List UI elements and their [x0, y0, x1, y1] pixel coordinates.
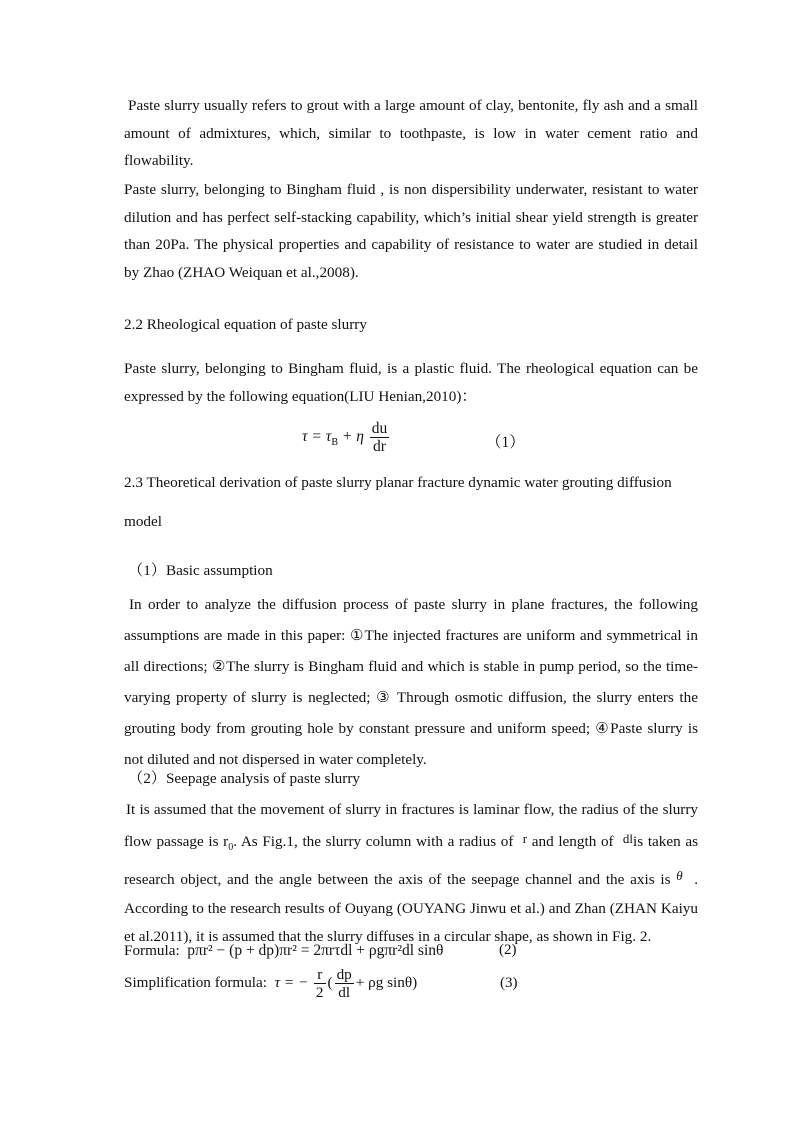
equation-2-number: (2)	[499, 942, 517, 958]
equation-3-fraction-dp-dl	[335, 966, 354, 1001]
equation-3-number: (3)	[500, 975, 518, 991]
symbol-dl: dl	[622, 830, 634, 846]
section-heading-2-2: 2.2 Rheological equation of paste slurry	[124, 316, 367, 333]
equation-2-label: Formula:	[124, 942, 180, 959]
equation-1	[302, 420, 391, 455]
paragraph-bingham-properties	[124, 176, 698, 286]
subheading-basic-assumption: （1）Basic assumption	[128, 562, 273, 579]
equation-1-fraction	[370, 420, 390, 455]
equation-3-label: Simplification formula:	[124, 973, 267, 991]
paragraph-text: Paste slurry, belonging to Bingham fluid , is non dispersibility underwater, resistant to water dilution and has perfect self-stacking capability, which’s initial shear yield strength is greater than 20Pa. The physical properties and capability of resistance to water are studied in detail by Zhao (ZHAO Weiquan et al.,2008).	[124, 181, 698, 281]
equation-3-numerator-r: r	[314, 966, 326, 984]
paragraph-text: . As Fig.1, the slurry column with a radius of	[233, 832, 514, 850]
symbol-theta: θ	[676, 868, 683, 884]
paragraph-text: is taken as research object, and the angle between the axis of the seepage channel and the axis is	[124, 832, 699, 889]
equation-1-numerator: du	[371, 420, 388, 437]
equation-2-body: pπr² − (p + dp)πr² = 2πrτdl + ρgπr²dl sinθ	[187, 942, 444, 959]
paragraph-text: and length of	[531, 832, 614, 850]
radius-subscript: 0	[228, 841, 234, 853]
paragraph-text: . According to the research results of Ouyang (OUYANG Jinwu et al.) and Zhan (ZHAN Kaiyu et al.2011), it is assumed that the slurry diffuses in a circular shape, as shown in Fig. 2.	[124, 871, 699, 946]
equation-1-denominator: dr	[373, 438, 386, 455]
equation-3-denominator-2: 2	[315, 984, 324, 1001]
equation-1-subscript: B	[331, 437, 338, 449]
equation-2	[124, 942, 443, 960]
equation-3-numerator-dp: dp	[336, 966, 352, 983]
section-heading-2-3-cont: model	[124, 513, 162, 530]
equation-3-tail: + ρg sinθ)	[355, 973, 418, 991]
paragraph-text: Paste slurry, belonging to Bingham fluid, is a plastic fluid. The rheological equation can be expressed by the following equation(LIU Henian,2010)：	[124, 360, 698, 405]
section-heading-2-3: 2.3 Theoretical derivation of paste slurry planar fracture dynamic water grouting diffusion	[124, 474, 672, 491]
paragraph-assumptions	[124, 589, 698, 775]
paragraph-rheological-intro	[124, 355, 698, 410]
equation-1-lhs: τ = τ	[302, 428, 332, 446]
equation-3-lhs: τ = −	[274, 973, 309, 991]
paragraph-seepage	[124, 796, 698, 952]
paragraph-text: Paste slurry usually refers to grout with a large amount of clay, bentonite, fly ash and a small amount of admixtures, which, similar to toothpaste, is low in water cement ratio and flowability.	[124, 97, 698, 169]
paragraph-paste-slurry-definition	[124, 92, 698, 175]
equation-3-denominator-dl: dl	[338, 984, 351, 1001]
paragraph-text: It is assumed that the movement of slurry in fractures is laminar flow, the radius of the slurry flow passage is r	[124, 801, 698, 850]
subheading-seepage-analysis: （2）Seepage analysis of paste slurry	[128, 770, 360, 787]
paragraph-text: In order to analyze the diffusion process of paste slurry in plane fractures, the following assumptions are made in this paper: ①The injected fractures are uniform and symmetrical in all directions; ②The slurry is Bingham fluid and which is stable in pump period, so the time-varying property of slurry is neglected; ③ Through osmotic diffusion, the slurry enters the grouting body from grouting hole by constant pressure and uniform speed; ④Paste slurry is not diluted and not dispersed in water completely.	[124, 596, 698, 768]
equation-3	[124, 966, 417, 1001]
symbol-r: r	[522, 830, 528, 846]
equation-1-number: （1）	[486, 434, 525, 451]
equation-3-paren: (	[327, 973, 333, 991]
equation-1-eta: + η	[341, 428, 364, 446]
equation-3-fraction-r-over-2	[314, 966, 326, 1001]
